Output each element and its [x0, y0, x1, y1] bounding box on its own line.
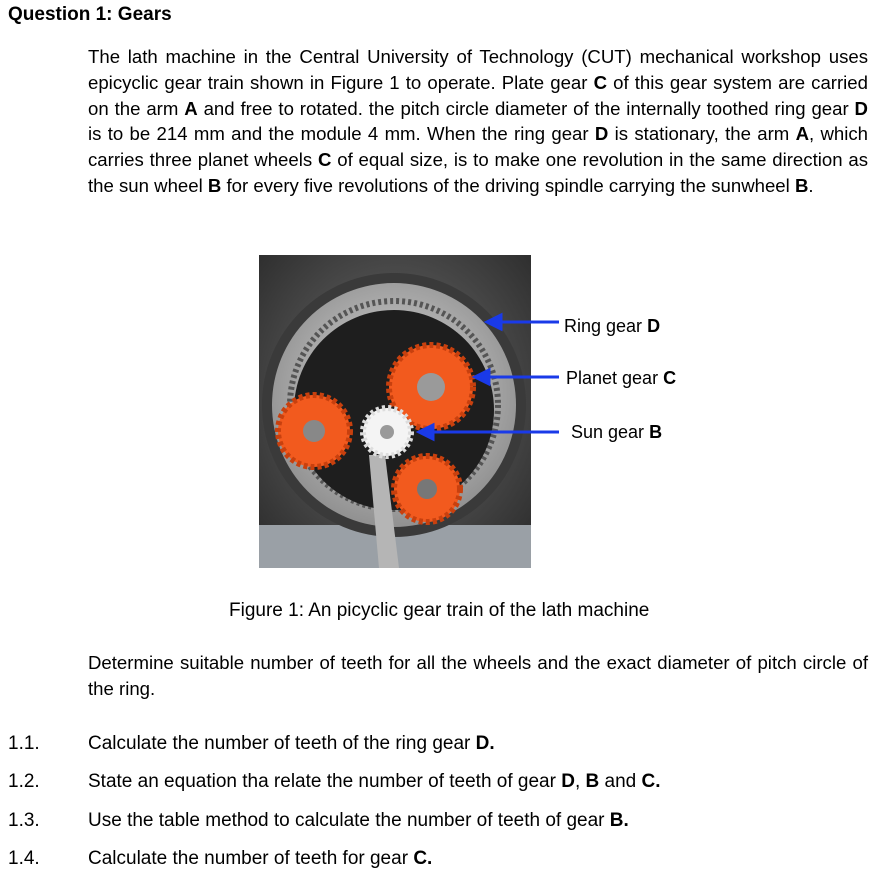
question-text: Use the table method to calculate the number of teeth of gear B. — [88, 810, 629, 831]
sun-gear — [363, 408, 411, 456]
question-text: Calculate the number of teeth for gear C. — [88, 848, 433, 869]
label-sun-gear: Sun gear B — [571, 422, 663, 442]
question-text: State an equation tha relate the number of teeth of gear D, B and C. — [88, 771, 661, 792]
planet-gear-bottom — [394, 456, 460, 522]
determine-paragraph: Determine suitable number of teeth for all the wheels and the exact diameter of pitch circle of the ring. — [88, 652, 868, 699]
question-number: 1.1. — [8, 733, 40, 754]
label-ring-gear: Ring gear D — [564, 316, 661, 336]
question-title: Question 1: Gears — [8, 4, 172, 25]
question-text: Calculate the number of teeth of the ring gear D. — [88, 733, 495, 754]
question-number: 1.2. — [8, 771, 40, 792]
question-number: 1.3. — [8, 810, 40, 831]
figure-caption: Figure 1: An picyclic gear train of the lath machine — [229, 600, 650, 621]
arrow-tails — [531, 255, 561, 455]
label-planet-gear: Planet gear C — [566, 368, 677, 388]
intro-paragraph: The lath machine in the Central University of Technology (CUT) mechanical workshop uses epicyclic gear train shown in Figure 1 to operate. Plate gear C of this gear system are carried on the arm A and free to rotated. the pitch circle diameter of the internally toothed ring gear D is to be 214 mm and the module 4 mm. When the ring gear D is stationary, the arm A, which carries three planet wheels C of equal size, is to make one revolution in the same direction as the sun wheel B for every five revolutions of the driving spindle carrying the sunwheel B. — [88, 46, 869, 196]
gear-train-photo — [259, 255, 531, 568]
planet-gear-left — [278, 395, 350, 467]
question-number: 1.4. — [8, 848, 40, 869]
